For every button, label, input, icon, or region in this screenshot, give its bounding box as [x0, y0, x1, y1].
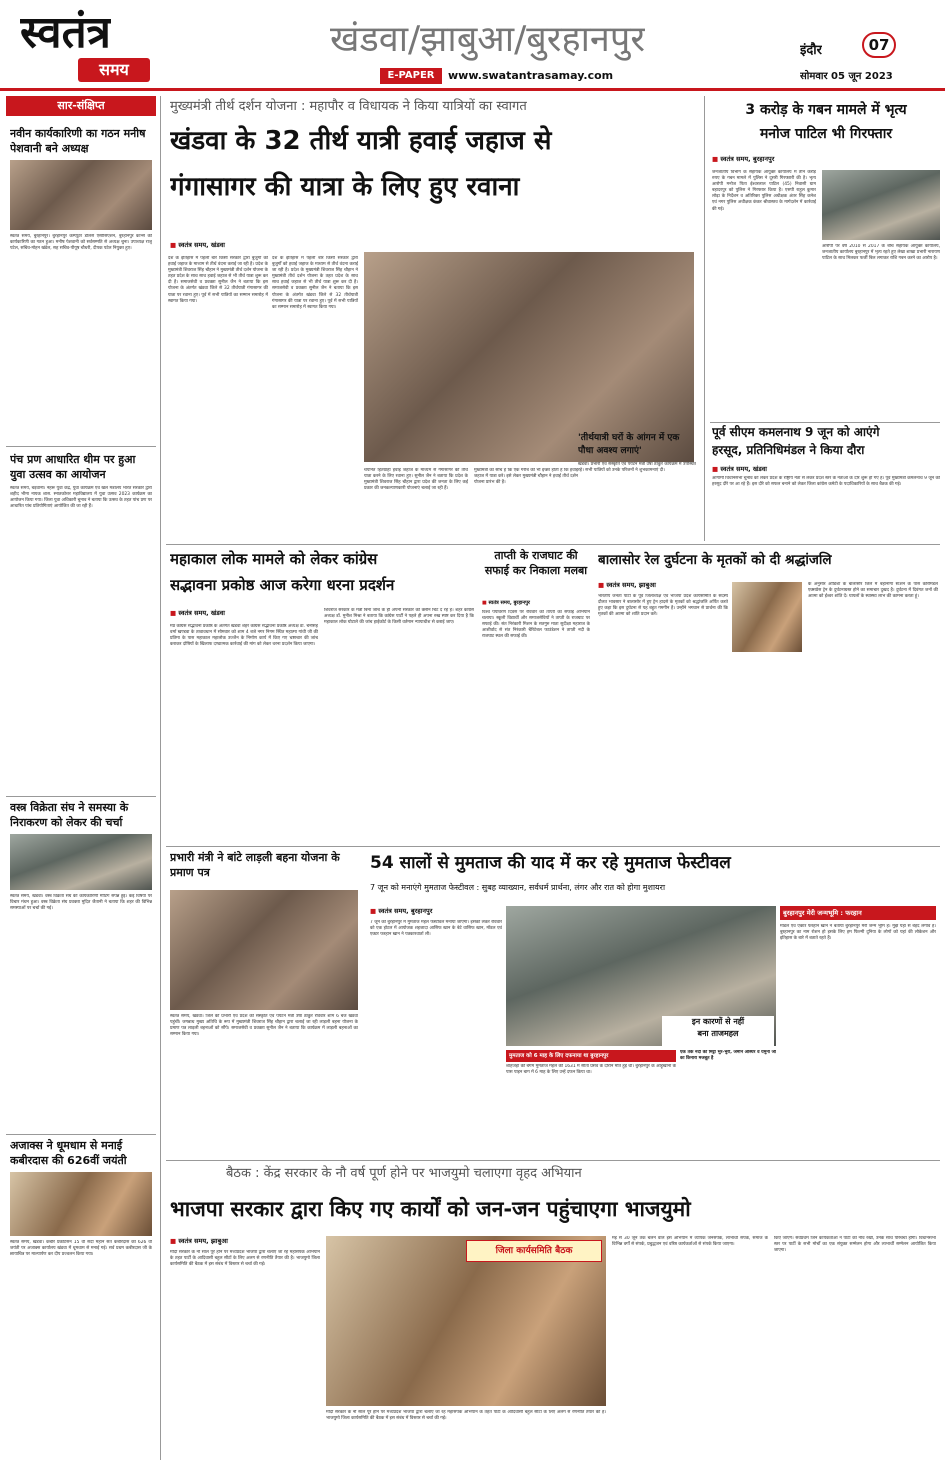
lead-headline-2: गंगासागर की यात्रा के लिए हुए रवाना — [170, 172, 520, 202]
kamalnath-byline: ■ स्वतंत्र समय, खंडवा — [712, 464, 812, 473]
masthead-rule — [0, 88, 945, 91]
tapti-story — [480, 548, 592, 844]
tapti-byline: ■ स्वतंत्र समय, बुरहानपुर — [482, 600, 590, 606]
sidebar-divider — [160, 96, 161, 1460]
mahakal-story — [166, 548, 476, 844]
sidebar-item-text: स्वतंत्र समय, बड़वानी। नेहरू युवा केंद्र, युवा कार्यक्रम एवं खेल मंत्रालय भारत सरकार द्वारा शहीद भीमा नायक शास. स्नातकोत्तर महाविद्यालय में युवा उत्सव 2023 कार्यक्रम का आयोजन किया गया। जिला युवा अधिकारी चुनाव ने बताया कि उत्सव के तहत पांच प्रण पर आधारित पांच प्रतियोगिताएं आयोजित की जा रही हैं। — [10, 486, 152, 510]
sidebar-item-text: स्वतंत्र समय, खंडवा। कबीर प्रकोटेसन 15 वीं सदी महान संत कबीरदास की 626 वीं जयंती पर अजाक्स कार्यालय खंडवा में धूमधाम से मनाई गई। सर्व प्रथम कबीरदास जी के छायाचित्र पर माल्यार्पण कर दीप प्रज्वलन किया गया। — [10, 1240, 152, 1258]
lead-col-1: देश के इतिहास में पहली बार किसी सरकार द्वारा बुजुर्गों को हवाई जहाज के माध्यम से तीर्थ वंदना कराई जा रही है। प्रदेश के मुख्यमंत्री शिवराज सिंह चौहान ने मुख्यमंत्री तीर्थ दर्शन योजना के तहत प्रदेश के साथ साथ हवाई जहाज से भी तीर्थ यात्रा शुरू कर दी है। समाजसेवी व प्रवक्ता सुनील जैन ने बताया कि इस योजना के अंतर्गत खंडवा जिले से 32 तीर्थयात्री गंगासागर की यात्रा पर रवाना हुए। पूर्व में सभी यात्रियों का सम्मान समारोह में स्वागत किया गया। — [272, 256, 358, 310]
kamalnath-text: आगामी विधानसभा चुनाव को लेकर प्रदेश के राष्ट्रीय नेता से लेकर प्रदेश स्तर के नेताओं के दौरे शुरू हो गए हैं। पूर्व मुख्यमंत्री कमलनाथ 9 जून को हरसूद दौरे पर आ रहे हैं। इस दौरे को सफल बनाने को लेकर जिला कांग्रेस कमेटी के पदाधिकारियों के साथ बैठक की गई। — [712, 476, 940, 488]
bjp-byline: ■ स्वतंत्र समय, झाबुआ — [170, 1236, 290, 1245]
sidebar-item-text: स्वतंत्र समय, बुरहानपुर। बुरहानपुर कम्प्यूटर डीलर्स एसोसिएशन, बुरहानपुर कॉर्न्स की कार्यकारिणी का गठन हुआ। मनीष पेशवानी को सर्वसम्मति से अध्यक्ष चुना। उपाध्यक्ष राजू पटेल, सचिव-मोहन खंडेल, सह सचिव-पीयूष चौधरी, दीपक पटेल नियुक्त हुए। — [10, 234, 152, 252]
lead-col-4: खंडवा। प्रभारी एवं संस्कृति एवं पर्यटन मंत्री उषा ठाकुर कार्यक्रम में उपस्थित रहे। सभी यात्रियों को उनके परिजनों ने शुभकामनाएं दी। — [578, 462, 696, 474]
divider — [6, 796, 156, 797]
bjp-col-1b: मोदी सरकार के नौ साल पूरे होने पर मध्यप्रदेश भाजपा द्वारा चलाए जा रहे महासंपर्क अभियान के तहत पार्टी के आदिवासी बहुल सीटों के लिए अलग से रणनीति तैयार की है। भाजयुमो जिला कार्यसमिति की बैठक में इस संबंध में विस्तार से चर्चा की गई। — [326, 1410, 606, 1422]
lead-pullquote: 'तीर्थयात्री घरों के आंगन में एक पौधा अवश्य लगाएं' — [578, 433, 680, 456]
divider — [166, 544, 940, 545]
mahakal-headline-2: सद्भावना प्रकोष्ठ आज करेगा धरना प्रदर्शन — [170, 576, 395, 594]
sidebar — [6, 96, 156, 1460]
sidebar-item-title: वस्त्र विक्रेता संघ ने समस्या के निराकरण को लेकर की चर्चा — [10, 801, 129, 829]
lead-col-2: चयनित हितग्राही हवाई जहाज के माध्यम से गंगासागर की तीर्थ यात्रा करने के लिए रवाना हुए। सुनील जैन ने बताया कि प्रदेश के मुख्यमंत्री शिवराज सिंह चौहान द्वारा प्रदेश की जनता के लिए कई प्रकार की जनकल्याणकारी योजनाएं चलाई जा रही हैं। — [364, 468, 468, 492]
mumtaz-side-title: बुरहानपुर मेरी जन्मभूमि : फरहान — [783, 909, 862, 917]
divider — [710, 422, 940, 423]
mumtaz-caption-bar — [506, 1050, 676, 1062]
tapti-headline: ताप्ती के राजघाट की सफाई कर निकाला मलबा — [484, 549, 588, 577]
gaban-text: जनजातीय विभाग के सहायक आयुक्त कार्यालय में तीन करोड़ रुपए के गबन मामले में पुलिस ने दूसरी गिरफ्तारी की है। भृत्य आरोपी मनोज पिता ईश्वरलाल पाटिल (45) निवासी ग्राम बहादरपुर को पुलिस ने गिरफ्तार किया है। एसपी राहुल कुमार लोढ़ा के निर्देशन व अतिरिक्त पुलिस अधीक्षक अंतर सिंह कनेश एवं नगर पुलिस अधीक्षक कंकर श्रीवास्तव के मार्गदर्शन में कार्रवाई की गई। — [712, 170, 816, 212]
mumtaz-photo-label-1: इन कारणों से नहीं — [691, 1017, 745, 1026]
lead-col-3: मुख्यमंत्री का सोच है कि एक गरीब की भी इच्छा होती है कि हवाई जहाज में यात्रा करे। इसे लेकर मुख्यमंत्री चौहान ने हवाई तीर्थ दर्शन योजना प्रारंभ की है। — [474, 468, 578, 486]
issue-date: सोमवार 05 जून 2023 — [800, 71, 893, 82]
gaban-story — [708, 96, 940, 420]
mumtaz-byline: ■ स्वतंत्र समय, बुरहानपुर — [370, 906, 490, 915]
balasore-headline: बालासोर रेल दुर्घटना के मृतकों को दी श्रद्धांजलि — [598, 552, 832, 568]
sidebar-item-title: अजाक्स ने धूमधाम से मनाई कबीरदास की 626वीं जयंती — [10, 1139, 127, 1167]
gaban-text-2: आरोपी पर वर्ष 2010 से 2017 के बीच सहायक आयुक्त कार्यालय, जनजातीय कार्यालय बुरहानपुर में भृत्य रहते हुए लेखा शाखा प्रभारी नारायण पाटिल के साथ मिलकर फर्जी बिल लगाकर राशि गबन करने का आरोप है। — [822, 244, 940, 262]
mumtaz-headline: 54 सालों से मुमताज की याद में कर रहे मुमताज फेस्टीवल — [370, 853, 731, 873]
lead-kicker: मुख्यमंत्री तीर्थ दर्शन योजना : महापौर व विधायक ने किया यात्रियों का स्वागत — [170, 99, 527, 114]
lead-pullquote-box — [578, 432, 696, 542]
kamalnath-headline-1: पूर्व सीएम कमलनाथ 9 जून को आएंगे — [712, 425, 880, 439]
divider — [6, 1134, 156, 1135]
site-url[interactable]: www.swatantrasamay.com — [448, 69, 614, 82]
divider — [6, 446, 156, 447]
bjp-banner — [466, 1240, 602, 1262]
kamalnath-story — [708, 424, 940, 542]
mumtaz-story — [366, 850, 940, 1158]
sidebar-header — [6, 96, 156, 116]
epaper-label: E-PAPER — [380, 68, 442, 84]
balasore-col-2: के अनुसार ओडिशा के बालासोर जिले में बहानागा स्टेशन के पास कोरोमंडल एक्सप्रेस ट्रेन के दुर्घटनाग्रस्त होने का समाचार दुखद है। दुर्घटना में दिवंगत जनों की आत्मा को ईश्वर शांति दें। घायलों के स्वास्थ्य लाभ की कामना करता हूं। — [808, 582, 938, 600]
mahakal-col-1: मप्र कांग्रेस सद्भावना प्रकोष्ठ के अंतर्गत खंडवा शहर कांग्रेस सद्भावना प्रकोष्ठ अध्यक्ष डॉ. चैनसिंह वर्मा खण्डवा के तत्वावधान में सोमवार को शाम 4 बजे नगर निगम स्थित महात्मा गांधी जी की प्रतिमा के पास महाकाल महालोक उज्जैन के निर्माण कार्य में किए गए भ्रष्टाचार की जांच कराकर दोषियों के खिलाफ दण्डात्मक कार्रवाई की मांग को लेकर धरना प्रदर्शन किया जाएगा। — [170, 624, 318, 648]
sidebar-item-title: नवीन कार्यकारिणी का गठन मनीष पेशवानी बने अध्यक्ष — [10, 127, 146, 155]
mumtaz-col-1: 7 जून को बुरहानपुर में मुमताज महल फेस्टीवल मनाया जाएगा। इसको लेकर रविवार को एक होटल में आयोजक शहजादा आसिफ खान के बेटे वासिफ खान, मॉडल एवं एक्टर फरहान खान ने पत्रकारवार्ता ली। — [370, 920, 502, 938]
balasore-story — [596, 548, 940, 844]
sidebar-item-title: पंच प्रण आधारित थीम पर हुआ युवा उत्सव का आयोजन — [10, 453, 136, 481]
sidebar-item-text: स्वतंत्र समय, खंडवा। वस्त्र विक्रेता संघ की कार्यकारिणी मीटिंग संपन्न हुई। कई विषयों पर विचार मंथन हुआ। वस्त्र विक्रेता संघ प्रवक्ता मुदित जैतानी ने बताया कि शहर की विभिन्न समस्याओं पर चर्चा की गई। — [10, 894, 152, 912]
bjp-kicker: बैठक : केंद्र सरकार के नौ वर्ष पूर्ण होने पर भाजयुमो चलाएगा वृहद अभियान — [226, 1166, 582, 1181]
lead-headline-1: खंडवा के 32 तीर्थ यात्री हवाई जहाज से — [170, 126, 552, 156]
balasore-photo — [732, 582, 802, 652]
bjp-story — [166, 1164, 940, 1460]
gaban-byline: ■ स्वतंत्र समय, बुरहानपुर — [712, 154, 936, 163]
mahakal-headline-1: महाकाल लोक मामले को लेकर कांग्रेस — [170, 550, 378, 568]
balasore-col-1: भारतीय जनता पार्टी के पूर्व जिलाध्यक्ष एवं भाजपा प्रदेश कार्यसमिति के सदस्य दौलत भावसार ने बालासोर में हुए ट्रेन हादसे के मृतकों को श्रद्धांजलि अर्पित करते हुए कहा कि इस दुर्घटना से यह बहुत गमगीन है। उन्होंने भगवान से प्रार्थना की कि मृतकों की आत्मा को शांति प्रदान करें। — [598, 594, 728, 618]
logo-top: स्वतंत्र — [20, 8, 111, 58]
mahakal-col-2: शिवराज सरकार के मंत्री बिना जांच के ही अपनी सरकार को क्लीन चिट दे रहे हैं। शहर कांग्रेस अध्यक्ष डॉ. मुनीश मिश्रा ने बताया कि कांग्रेस पार्टी ने पहले ही अपना रुख स्पष्ट कर दिया है कि महाकाल लोक घोटाले की जांच हाईकोर्ट के किसी वर्तमान न्यायाधीश से कराई जाए। — [324, 608, 474, 626]
mumtaz-col-2: शाहजहां की बेगम मुमताज महल की 1631 में सीता प्रसव के दौरान मौत हुई थी। बुरहानपुर के आहूखाना के पास पाइन बाग में 6 माह के लिए उन्हें दफन किया था। — [506, 1064, 676, 1076]
mumtaz-photo-label — [662, 1016, 774, 1046]
divider — [166, 846, 940, 847]
mumtaz-photo-caption: एक तर्क नदी की मिट्टी भुर-भुरी, जमीन अस्थिर व यमुना जी का किनारा मजबूत है — [680, 1050, 776, 1062]
logo-bottom: समय — [99, 60, 129, 79]
kamalnath-headline-2: हरसूद, प्रतिनिधिमंडल ने किया दौरा — [712, 443, 865, 457]
sidebar-photo — [10, 1172, 152, 1236]
mumtaz-photo-label-2: बना ताजमहल — [697, 1029, 739, 1038]
gaban-headline-2: मनोज पाटिल भी गिरफ्तार — [759, 126, 893, 142]
logo-bottom-bar — [78, 58, 150, 82]
mumtaz-kicker: 7 जून को मनाएंगे मुमताज फेस्टीवल : सुबह व्याख्यान, सर्वधर्म प्रार्थना, लंगर और रात को होगा मुशायरा — [370, 883, 666, 892]
bjp-headline: भाजपा सरकार द्वारा किए गए कार्यों को जन-जन पहुंचाएगा भाजयुमो — [170, 1197, 691, 1221]
balasore-byline: ■ स्वतंत्र समय, झाबुआ — [598, 580, 718, 589]
masthead — [0, 0, 945, 92]
lead-byline: ■ स्वतंत्र समय, खंडवा — [170, 240, 290, 249]
mahakal-byline: ■ स्वतंत्र समय, खंडवा — [170, 608, 310, 617]
tapti-text: विश्व पर्यावरण दिवस पर रविवार को ताप्ती का सफाई अभियान चलाया। स्कूली विद्यार्थी और समाजसेवियों ने ताप्ती के राजघाट पर सफाई की। संत निरंकारी मिशन के सतगुरु माता सुदीक्षा महाराज के आशीर्वाद से संत निरंकारी चैरिटेबल फाउंडेशन ने ताप्ती नदी के राजघाट स्थल की सफाई की। — [482, 610, 590, 640]
ladli-text: स्वतंत्र समय, खंडवा। जिले की प्रभारी एवं प्रदेश की संस्कृति एवं पर्यटन मंत्री उषा ठाकुर रविवार शाम 6 बजे खंडवा पहुंचीं। जगन्नाथ मुख्य अतिथि के रूप में मुख्यमंत्री शिवराज सिंह चौहान द्वारा चलाई जा रही लाड़ली बहना योजना के प्रमाण पत्र लाड़ली बहनाओं को सौंपे। समाजसेवी व प्रवक्ता सुनील जैन ने बताया कि कार्यक्रम में लाड़ली बहनाओं का सम्मान किया गया। — [170, 1014, 358, 1038]
gaban-headline-1: 3 करोड़ के गबन मामले में भृत्य — [745, 102, 907, 118]
city-label: इंदौर — [800, 43, 822, 58]
bjp-col-1: मोदी सरकार के नौ साल पूरे होने पर मध्यप्रदेश भाजपा द्वारा चलाए जा रहे महासंपर्क अभियान के तहत पार्टी के आदिवासी बहुल सीटों के लिए अलग से रणनीति तैयार की है। भाजयुमो जिला कार्यसमिति की बैठक में इस संबंध में विस्तार से चर्चा की गई। — [170, 1250, 320, 1268]
edition-title: खंडवा/झाबुआ/बुरहानपुर — [330, 19, 646, 60]
mumtaz-caption: मुमताज को 6 माह के लिए दफनाया था बुरहानपुर — [509, 1053, 609, 1059]
page-number: 07 — [862, 32, 896, 58]
lead-col-0: देश के इतिहास में पहली बार किसी सरकार द्वारा बुजुर्गों को हवाई जहाज के माध्यम से तीर्थ वंदना कराई जा रही है। प्रदेश के मुख्यमंत्री शिवराज सिंह चौहान ने मुख्यमंत्री तीर्थ दर्शन योजना के तहत प्रदेश के साथ साथ हवाई जहाज से भी तीर्थ यात्रा शुरू कर दी है। समाजसेवी व प्रवक्ता सुनील जैन ने बताया कि इस योजना के अंतर्गत खंडवा जिले से 32 तीर्थयात्री गंगासागर की यात्रा पर रवाना हुए। पूर्व में सभी यात्रियों का सम्मान समारोह में स्वागत किया गया। — [168, 256, 268, 304]
ladli-headline: प्रभारी मंत्री ने बांटे लाड़ली बहना योजना के प्रमाण पत्र — [170, 851, 340, 879]
bjp-col-3: किए जाएंगे। सर्वप्रथम जिन कार्यकर्ताओं ने पार्टी की नींव रखी, उनके साथ परिचर्चा होगी। विधानसभा स्तर पर पार्टी के सभी मोर्चों का एक संयुक्त सम्मेलन होगा और लाभार्थी सम्मेलन आयोजित किया जाएगा। — [774, 1236, 936, 1254]
bjp-banner-text: जिला कार्यसमिति बैठक — [495, 1246, 573, 1256]
ladli-story — [166, 850, 362, 1158]
mumtaz-side-title-bar — [780, 906, 936, 920]
sidebar-header-label: सार-संक्षिप्त — [57, 99, 105, 112]
sidebar-photo — [10, 834, 152, 890]
gaban-photo — [822, 170, 940, 240]
column-divider — [704, 96, 705, 541]
bjp-col-2: मई से 30 जून तक चलने वाले इस अभियान में व्यापक जनसंपर्क, लाभार्थी संपर्क, समाज के विभिन्न वर्गों से संपर्क, प्रबुद्धजन एवं वरिष्ठ कार्यकर्ताओं से संपर्क किया जाएगा। — [612, 1236, 768, 1248]
sidebar-photo — [10, 160, 152, 230]
ladli-photo — [170, 890, 358, 1010]
lead-photo — [364, 252, 694, 462]
divider — [166, 1160, 940, 1161]
mumtaz-side-text: मॉडल एवं एक्टर फरहान खान ने बताया बुरहानपुर मेरी जन्म भूमि है। मुझे यहां से बेहद लगाव है। बुरहानपुर का नाम रोशन हो इसके लिए हम फिल्मी दुनिया के लोगों को यहां की लोकेशन और इतिहास के बारे में बताते रहते हैं। — [780, 924, 936, 942]
